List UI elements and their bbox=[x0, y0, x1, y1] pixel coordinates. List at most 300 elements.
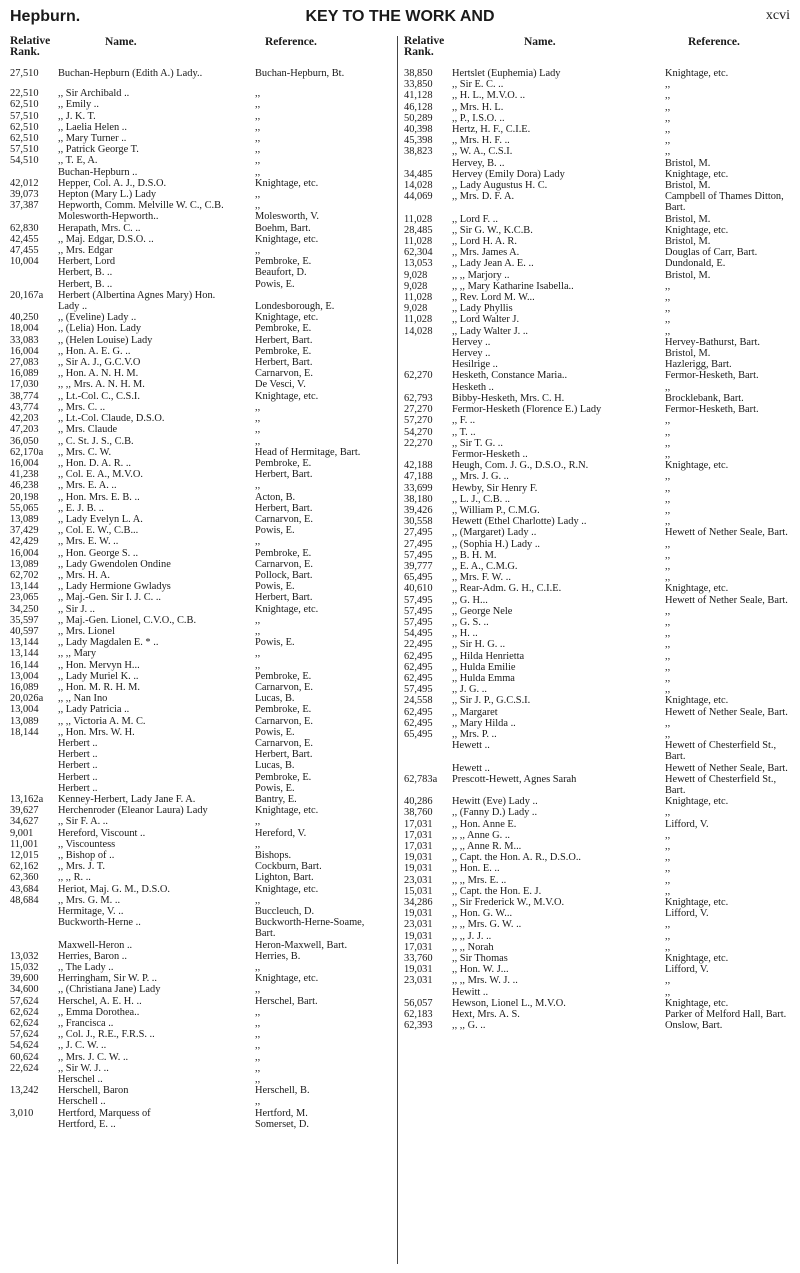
entry-row bbox=[10, 559, 385, 570]
entry-row bbox=[10, 200, 385, 211]
entry-row bbox=[10, 548, 385, 559]
entry-rank: 37,387 bbox=[10, 200, 39, 212]
entry-name: Hesilrige .. bbox=[452, 359, 498, 371]
entry-row bbox=[10, 816, 385, 827]
entry-reference: Knightage, etc. bbox=[665, 583, 729, 595]
entry-rank: 46,238 bbox=[10, 480, 39, 492]
entry-rank: 17,031 bbox=[404, 818, 433, 830]
entry-rank: 33,760 bbox=[404, 953, 433, 965]
entry-name: ,, Hon. G. W... bbox=[452, 908, 513, 920]
entry-name: Kenney-Herbert, Lady Jane F. A. bbox=[58, 794, 196, 805]
entry-name: Heugh, Com. J. G., D.S.O., R.N. bbox=[452, 460, 589, 472]
entry-row bbox=[404, 158, 790, 169]
entry-name: Buchan-Hepburn .. bbox=[58, 166, 138, 178]
entry-reference: ,, bbox=[255, 110, 261, 122]
entry-rank: 27,510 bbox=[10, 68, 39, 79]
entry-row bbox=[10, 850, 385, 861]
entry-reference: ,, bbox=[255, 413, 261, 425]
entry-row bbox=[10, 391, 385, 402]
entry-reference: Lifford, V. bbox=[665, 908, 709, 920]
entry-name: ,, Hon. E. .. bbox=[452, 863, 500, 875]
entry-row bbox=[10, 962, 385, 973]
entry-name: ,, Col. E. W., C.B... bbox=[58, 525, 139, 537]
entry-rank: 62,783a bbox=[404, 773, 438, 785]
entry-name: ,, Sir Archibald .. bbox=[58, 88, 130, 100]
header-left: Hepburn. bbox=[10, 8, 81, 25]
entry-reference: ,, bbox=[665, 841, 671, 853]
entry-name: ,, Sir E. C. .. bbox=[452, 79, 504, 91]
entry-name: ,, Mrs. H. A. bbox=[58, 569, 110, 581]
entry-reference: Carnarvon, E. bbox=[255, 681, 313, 693]
entry-row bbox=[10, 581, 385, 592]
entry-rank: 57,495 bbox=[404, 605, 433, 617]
entry-name: ,, Lady Phyllis bbox=[452, 303, 513, 315]
entry-rank: 62,510 bbox=[10, 99, 39, 111]
entry-rank: 57,495 bbox=[404, 594, 433, 606]
entry-name: ,, (Margaret) Lady .. bbox=[452, 527, 537, 539]
entry-reference: ,, bbox=[665, 471, 671, 483]
entry-row bbox=[10, 940, 385, 951]
entry-name: ,, Hulda Emilie bbox=[452, 661, 516, 673]
entry-reference: Hewett of Nether Seale, Bart. bbox=[665, 706, 788, 718]
entry-name: ,, Mrs. H. F. .. bbox=[452, 135, 510, 147]
entry-rank: 57,624 bbox=[10, 995, 39, 1007]
entry-name: Hewitt .. bbox=[452, 986, 489, 998]
entry-name: Hervey, B. .. bbox=[452, 157, 505, 169]
entry-reference: ,, bbox=[665, 560, 671, 572]
entry-reference: Bristol, M. bbox=[665, 213, 711, 225]
entry-rank: 14,028 bbox=[404, 180, 433, 192]
entry-row bbox=[404, 270, 790, 281]
entry-name: Hertford, Marquess of bbox=[58, 1107, 151, 1119]
entry-name: ,, Lady Magdalen E. * .. bbox=[58, 637, 159, 649]
entry-rank: 39,426 bbox=[404, 504, 433, 516]
entry-row bbox=[404, 606, 790, 617]
entry-reference: ,, bbox=[255, 659, 261, 671]
entry-name: ,, ,, Mrs. A. N. H. M. bbox=[58, 379, 145, 391]
entry-rank: 60,624 bbox=[10, 1051, 39, 1063]
entry-name: ,, Lady Jean A. E. .. bbox=[452, 258, 534, 270]
entry-reference: Acton, B. bbox=[255, 491, 296, 503]
entry-name: ,, Emily .. bbox=[58, 99, 99, 111]
entry-reference: ,, bbox=[665, 112, 671, 124]
entry-reference: ,, bbox=[255, 894, 261, 906]
entry-name: ,, W. A., C.S.I. bbox=[452, 146, 513, 158]
entry-rank: 62,624 bbox=[10, 1018, 39, 1030]
entry-name: Hewson, Lionel L., M.V.O. bbox=[452, 997, 566, 1009]
entry-reference: ,, bbox=[665, 661, 671, 673]
entry-name: Heriot, Maj. G. M., D.S.O. bbox=[58, 883, 170, 895]
entry-rank: 34,600 bbox=[10, 984, 39, 996]
entry-reference: Powis, E. bbox=[255, 726, 295, 738]
entry-name: ,, J. C. W. .. bbox=[58, 1040, 107, 1052]
entry-rank bbox=[404, 987, 452, 998]
entry-row bbox=[404, 572, 790, 583]
entry-name: Fermor-Hesketh .. bbox=[452, 448, 528, 460]
entry-row bbox=[10, 503, 385, 514]
entry-name: ,, Mrs. H. L. bbox=[452, 101, 504, 113]
entry-row bbox=[404, 684, 790, 695]
entry-name: Hereford, Viscount .. bbox=[58, 827, 146, 839]
entry-name: Hewby, Sir Henry F. bbox=[452, 482, 538, 494]
entry-row bbox=[10, 357, 385, 368]
entry-rank: 62,495 bbox=[404, 672, 433, 684]
entry-row bbox=[404, 1020, 790, 1031]
entry-name: ,, ,, Mrs. G. W. .. bbox=[452, 919, 522, 931]
entry-rank: 44,069 bbox=[404, 191, 433, 203]
entry-rank: 18,004 bbox=[10, 323, 39, 335]
entry-name: ,, Mrs. E. A. .. bbox=[58, 480, 117, 492]
entry-name: ,, ,, Mary bbox=[58, 648, 97, 660]
entry-row bbox=[10, 267, 385, 278]
entry-reference: ,, bbox=[665, 135, 671, 147]
entry-name: Hepworth, Comm. Melville W. C., C.B. bbox=[58, 200, 224, 212]
entry-reference: ,, bbox=[255, 1029, 261, 1041]
entry-reference: ,, bbox=[665, 616, 671, 628]
entry-row bbox=[404, 314, 790, 325]
entry-row bbox=[10, 1052, 385, 1063]
entry-row bbox=[404, 370, 790, 381]
entry-name: ,, Mrs. J. T. bbox=[58, 861, 105, 873]
entry-row bbox=[10, 716, 385, 727]
entry-rank: 34,485 bbox=[404, 168, 433, 180]
entry-reference: ,, bbox=[665, 885, 671, 897]
entry-rank: 36,050 bbox=[10, 435, 39, 447]
entry-name: Herschell, Baron bbox=[58, 1085, 129, 1097]
entry-reference: Hertford, M. bbox=[255, 1107, 308, 1119]
entry-row bbox=[10, 1018, 385, 1029]
entry-reference: Powis, E. bbox=[255, 581, 295, 593]
entry-reference: Herbert, Bart. bbox=[255, 334, 313, 346]
entry-row bbox=[10, 951, 385, 962]
entry-reference: Knightage, etc. bbox=[255, 177, 319, 189]
entry-name: ,, The Lady .. bbox=[58, 962, 114, 974]
entry-name: Hepper, Col. A. J., D.S.O. bbox=[58, 177, 167, 189]
entry-rank: 42,188 bbox=[404, 460, 433, 472]
entry-reference: Herbert, Bart. bbox=[255, 592, 313, 604]
entry-row bbox=[404, 651, 790, 662]
entry-row bbox=[10, 167, 385, 178]
entry-reference: Carnarvon, E. bbox=[255, 513, 313, 525]
entry-row bbox=[10, 760, 385, 771]
entry-row bbox=[10, 1119, 385, 1130]
entry-rank: 39,073 bbox=[10, 189, 39, 201]
entry-name: ,, Sir J. P., G.C.S.I. bbox=[452, 695, 531, 707]
entry-rank: 13,089 bbox=[10, 513, 39, 525]
entry-rank: 19,031 bbox=[404, 863, 433, 875]
entry-reference: ,, bbox=[665, 863, 671, 875]
entry-reference: Head of Hermitage, Bart. bbox=[255, 446, 361, 458]
entry-rank: 38,850 bbox=[404, 68, 433, 79]
right-column-header bbox=[404, 36, 790, 68]
entry-row bbox=[404, 998, 790, 1009]
entry-name: ,, Sir W. J. .. bbox=[58, 1062, 109, 1074]
entry-rank: 13,004 bbox=[10, 704, 39, 716]
entry-name: ,, Lady Muriel K. .. bbox=[58, 670, 139, 682]
entry-row bbox=[10, 525, 385, 536]
entry-rank: 15,032 bbox=[10, 962, 39, 974]
entry-name: ,, Mary Hilda .. bbox=[452, 717, 516, 729]
entry-reference: ,, bbox=[665, 672, 671, 684]
entry-rank: 57,510 bbox=[10, 144, 39, 156]
entry-reference: Knightage, etc. bbox=[665, 695, 729, 707]
entry-reference: Pembroke, E. bbox=[255, 771, 312, 783]
entry-rank: 16,144 bbox=[10, 659, 39, 671]
entry-name: Hewett .. bbox=[452, 740, 490, 752]
entry-rank bbox=[10, 267, 58, 278]
entry-row bbox=[10, 514, 385, 525]
entry-reference: Hewett of Nether Seale, Bart. bbox=[665, 762, 788, 774]
entry-reference: ,, bbox=[255, 245, 261, 257]
entry-rank: 16,004 bbox=[10, 345, 39, 357]
entry-rank: 62,393 bbox=[404, 1020, 433, 1032]
entry-reference: Powis, E. bbox=[255, 278, 295, 290]
entry-name: ,, (Christiana Jane) Lady bbox=[58, 984, 161, 996]
entry-row bbox=[404, 102, 790, 113]
entry-reference: Lifford, V. bbox=[665, 818, 709, 830]
entry-row bbox=[10, 1007, 385, 1018]
entry-reference: Herschel, Bart. bbox=[255, 995, 318, 1007]
entry-name: ,, Maj.-Gen. Sir I. J. C. .. bbox=[58, 592, 162, 604]
entry-reference: ,, bbox=[665, 549, 671, 561]
entry-row bbox=[10, 984, 385, 995]
entry-rank bbox=[10, 760, 58, 771]
entry-reference: Buccleuch, D. bbox=[255, 906, 315, 918]
entry-row bbox=[10, 615, 385, 626]
entry-rank: 62,830 bbox=[10, 222, 39, 234]
entry-name: Herchenroder (Eleanor Laura) Lady bbox=[58, 805, 208, 817]
entry-reference: ,, bbox=[665, 482, 671, 494]
entry-name: Hesketh .. bbox=[452, 381, 494, 393]
entry-row bbox=[10, 536, 385, 547]
entry-rank bbox=[10, 917, 58, 939]
entry-name: Herschel .. bbox=[58, 1074, 103, 1086]
entry-reference: ,, bbox=[255, 536, 261, 548]
entry-reference: ,, bbox=[665, 717, 671, 729]
entry-row bbox=[404, 886, 790, 897]
entry-row bbox=[404, 796, 790, 807]
entry-row bbox=[404, 953, 790, 964]
entry-rank: 57,270 bbox=[404, 415, 433, 427]
entry-reference: ,, bbox=[665, 930, 671, 942]
entry-reference: ,, bbox=[255, 121, 261, 133]
entry-name: ,, H. L., M.V.O. .. bbox=[452, 90, 526, 102]
entry-name: Herbert .. bbox=[58, 771, 98, 783]
entry-reference: Knightage, etc. bbox=[665, 953, 729, 965]
header-center: KEY TO THE WORK AND bbox=[305, 8, 495, 25]
entry-row bbox=[10, 828, 385, 839]
entry-reference: Herbert, Bart. bbox=[255, 749, 313, 761]
entry-rank: 43,774 bbox=[10, 401, 39, 413]
entry-reference: Knightage, etc. bbox=[255, 805, 319, 817]
entry-rank: 16,004 bbox=[10, 547, 39, 559]
rank-header: Relative Rank. bbox=[10, 35, 51, 58]
entry-row bbox=[404, 987, 790, 998]
entry-row bbox=[10, 335, 385, 346]
entry-reference: Parker of Melford Hall, Bart. bbox=[665, 1009, 787, 1021]
entry-name: ,, P., I.S.O. .. bbox=[452, 112, 505, 124]
entry-row bbox=[10, 872, 385, 883]
entry-rank: 27,495 bbox=[404, 538, 433, 550]
entry-reference: ,, bbox=[665, 101, 671, 113]
entry-rank: 50,289 bbox=[404, 112, 433, 124]
entry-rank: 13,004 bbox=[10, 670, 39, 682]
entry-reference: Lucas, B. bbox=[255, 760, 295, 772]
entry-name: ,, ,, Mrs. W. J. .. bbox=[452, 975, 518, 987]
entry-reference: Pembroke, E. bbox=[255, 323, 312, 335]
entry-row bbox=[404, 135, 790, 146]
entry-reference: Campbell of Thames Ditton, Bart. bbox=[665, 191, 784, 214]
entry-reference: ,, bbox=[665, 448, 671, 460]
entry-name: ,, Mrs. Lionel bbox=[58, 625, 115, 637]
entry-rank bbox=[404, 382, 452, 393]
entry-row bbox=[404, 819, 790, 830]
entry-name: ,, Lady Walter J. .. bbox=[452, 325, 529, 337]
entry-name: ,, Hon. A. N. H. M. bbox=[58, 368, 139, 380]
entry-reference: ,, bbox=[255, 401, 261, 413]
entry-name: ,, Mrs. D. F. A. bbox=[452, 191, 515, 203]
entry-name: Herbert, B. .. bbox=[58, 278, 113, 290]
entry-row bbox=[10, 436, 385, 447]
entry-rank: 54,624 bbox=[10, 1040, 39, 1052]
entry-rank: 37,429 bbox=[10, 525, 39, 537]
entry-name: ,, H. .. bbox=[452, 628, 478, 640]
entry-row bbox=[404, 718, 790, 729]
entry-name: ,, Col. J., R.E., F.R.S. .. bbox=[58, 1029, 155, 1041]
entry-rank bbox=[10, 1119, 58, 1130]
entry-row bbox=[10, 693, 385, 704]
entry-rank: 13,162a bbox=[10, 794, 44, 805]
entry-name: ,, Mrs. F. W. .. bbox=[452, 572, 511, 584]
entry-reference: Buckworth-Herne-Soame, Bart. bbox=[255, 917, 365, 940]
entry-name: ,, (Fanny D.) Lady .. bbox=[452, 807, 538, 819]
entry-row bbox=[10, 884, 385, 895]
entry-reference: Buchan-Hepburn, Bt. bbox=[255, 68, 345, 79]
entry-rank: 65,495 bbox=[404, 572, 433, 584]
entry-reference: ,, bbox=[665, 605, 671, 617]
entry-row bbox=[10, 413, 385, 424]
entry-rank: 23,031 bbox=[404, 874, 433, 886]
entry-reference: ,, bbox=[255, 962, 261, 974]
entry-row bbox=[404, 695, 790, 706]
entry-name: ,, Lord F. .. bbox=[452, 213, 498, 225]
entry-row bbox=[10, 458, 385, 469]
entry-name: ,, T. E, A. bbox=[58, 155, 98, 167]
entry-row bbox=[10, 749, 385, 760]
entry-row bbox=[10, 1063, 385, 1074]
entry-rank bbox=[10, 301, 58, 312]
entry-rank: 28,485 bbox=[404, 224, 433, 236]
entry-row bbox=[404, 191, 790, 213]
entry-row bbox=[10, 379, 385, 390]
entry-rank: 65,495 bbox=[404, 728, 433, 740]
entry-rank: 16,004 bbox=[10, 457, 39, 469]
entry-row bbox=[404, 942, 790, 953]
entry-name: ,, J. G. .. bbox=[452, 684, 487, 696]
entry-name: Hepton (Mary L.) Lady bbox=[58, 189, 157, 201]
entry-name: ,, Capt. the Hon. E. J. bbox=[452, 885, 542, 897]
entry-reference: Carnarvon, E. bbox=[255, 715, 313, 727]
entry-name: ,, J. K. T. bbox=[58, 110, 96, 122]
entry-name: Prescott-Hewett, Agnes Sarah bbox=[452, 773, 577, 785]
entry-row bbox=[404, 68, 790, 79]
entry-name: ,, Hon. Mervyn H... bbox=[58, 659, 140, 671]
entry-row bbox=[10, 895, 385, 906]
entry-row bbox=[404, 964, 790, 975]
entry-rank: 23,031 bbox=[404, 975, 433, 987]
entry-reference: Carnarvon, E. bbox=[255, 558, 313, 570]
entry-reference: Hervey-Bathurst, Bart. bbox=[665, 336, 760, 348]
entry-reference: ,, bbox=[255, 816, 261, 828]
entry-rank: 62,270 bbox=[404, 370, 433, 382]
entry-rank bbox=[404, 763, 452, 774]
entry-rank: 9,028 bbox=[404, 269, 428, 281]
entry-name: Herschel, A. E. H. .. bbox=[58, 995, 142, 1007]
entry-reference: Knightage, etc. bbox=[255, 973, 319, 985]
entry-reference: ,, bbox=[665, 919, 671, 931]
entry-name: ,, Sir H. G. .. bbox=[452, 639, 506, 651]
entry-name: ,, Francisca .. bbox=[58, 1018, 114, 1030]
entry-rank: 54,495 bbox=[404, 628, 433, 640]
entry-row bbox=[10, 671, 385, 682]
entry-reference: ,, bbox=[255, 648, 261, 660]
entry-rank: 62,495 bbox=[404, 661, 433, 673]
entry-name: ,, T. .. bbox=[452, 426, 476, 438]
entry-row bbox=[10, 783, 385, 794]
entry-rank: 62,183 bbox=[404, 1009, 433, 1021]
entry-rank: 62,495 bbox=[404, 706, 433, 718]
entry-row bbox=[404, 460, 790, 471]
entry-reference: Brocklebank, Bart. bbox=[665, 392, 744, 404]
entry-rank: 38,774 bbox=[10, 390, 39, 402]
entry-row bbox=[10, 469, 385, 480]
entry-reference: Londesborough, E. bbox=[255, 301, 335, 313]
entry-rank: 42,455 bbox=[10, 233, 39, 245]
entry-reference: ,, bbox=[255, 424, 261, 436]
entry-row bbox=[10, 312, 385, 323]
entry-reference: Somerset, D. bbox=[255, 1118, 309, 1130]
entry-name: ,, Lt.-Col. Claude, D.S.O. bbox=[58, 413, 165, 425]
entry-reference: Knightage, etc. bbox=[255, 603, 319, 615]
entry-rank: 62,793 bbox=[404, 392, 433, 404]
entry-name: Herapath, Mrs. C. .. bbox=[58, 222, 141, 234]
entry-rank: 62,702 bbox=[10, 569, 39, 581]
entry-reference: Bristol, M. bbox=[665, 180, 711, 192]
entry-name: ,, G. H... bbox=[452, 594, 488, 606]
entry-row bbox=[404, 763, 790, 774]
entry-row bbox=[404, 348, 790, 359]
entry-rank: 9,028 bbox=[404, 303, 428, 315]
entry-name: ,, Sir J. .. bbox=[58, 603, 95, 615]
entry-row bbox=[10, 570, 385, 581]
entry-name: ,, (Helen Louise) Lady bbox=[58, 334, 153, 346]
entry-name: Hertz, H. F., C.I.E. bbox=[452, 124, 531, 136]
entry-reference: ,, bbox=[255, 99, 261, 111]
entry-row bbox=[10, 111, 385, 122]
entry-reference: Pembroke, E. bbox=[255, 457, 312, 469]
entry-rank: 19,031 bbox=[404, 908, 433, 920]
entry-row bbox=[404, 595, 790, 606]
entry-row bbox=[10, 648, 385, 659]
entry-name: Herbert .. bbox=[58, 749, 98, 761]
entry-reference: Onslow, Bart. bbox=[665, 1020, 723, 1032]
entry-rank: 47,203 bbox=[10, 424, 39, 436]
entry-rank: 34,627 bbox=[10, 816, 39, 828]
entry-row bbox=[10, 794, 385, 805]
entry-rank: 62,510 bbox=[10, 121, 39, 133]
entry-row bbox=[404, 707, 790, 718]
entry-rank: 33,850 bbox=[404, 79, 433, 91]
